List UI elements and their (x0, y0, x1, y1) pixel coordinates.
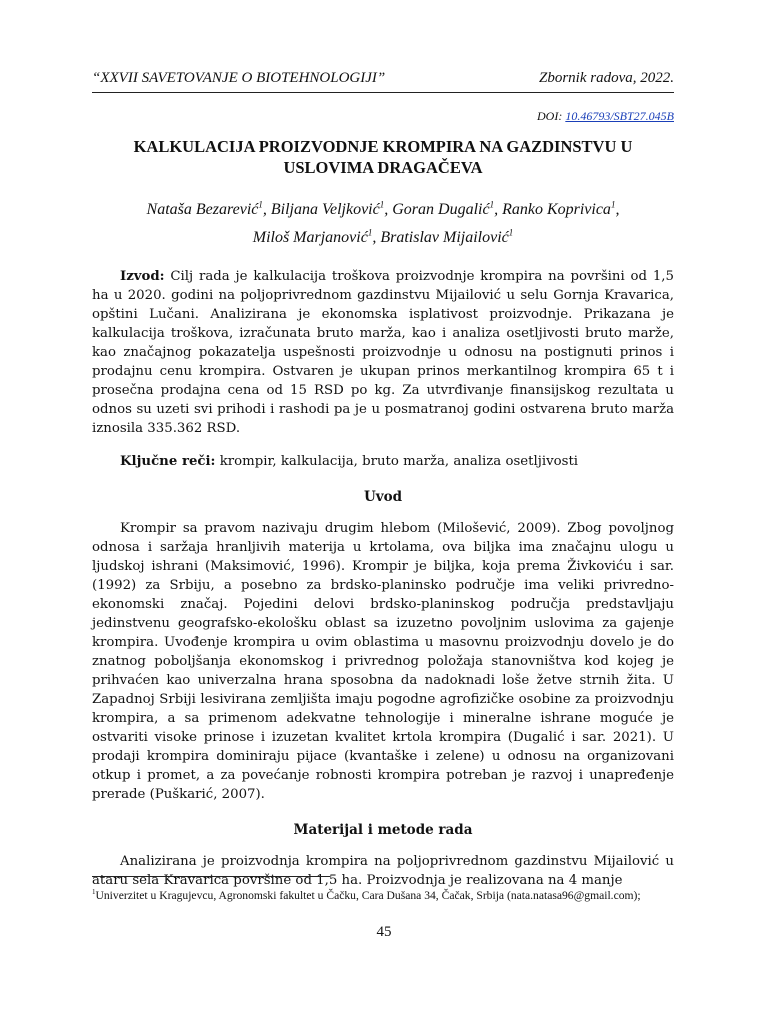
keywords-text: krompir, kalkulacija, bruto marža, analiza osetljivosti (215, 453, 579, 469)
author: Nataša Bezarević$^1$, (146, 200, 271, 219)
section-heading-intro: Uvod (363, 488, 403, 505)
author: Biljana Veljković$^1$, (270, 200, 393, 219)
author-list (92, 194, 674, 249)
keywords-label: Ključne reči: (120, 453, 216, 469)
abstract-label: Izvod: (120, 268, 165, 284)
author: Goran Dugalić$^1$, (392, 200, 503, 219)
author: Ranko Koprivica$^1$, (502, 200, 620, 219)
author: Miloš Marjanović$^1$, (252, 227, 381, 246)
footnote (92, 884, 674, 904)
abstract-text: Cilj rada je kalkulacija troškova proizvodnje krompira na površini od 1,5 ha u 2020. godini na poljoprivrednom gazdinstvu Mijailović u selu Gornja Kravarica, opštini Lučani. Analizirana je ekonomska isplativost proizvodnje. Prikazana je kalkulacija troškova, izračunata bruto marža, kao i analiza osetljivosti bruto marže, kao značajnog pokazatelja uspešnosti proizvodnje u odnosu na postignuti prinos i prodajnu cenu krompira. Ostvaren je ukupan prinos merkantilnog krompira 65 t i prosečna prodajna cena od 15 RSD po kg. Za utvrđivanje finansijskog rezultata u odnos su uzeti svi prihodi i rashodi pa je u posmatranoj godini ostvarena bruto marža iznosila 335.362 RSD. (92, 268, 674, 436)
page-number: 45 (376, 924, 392, 940)
abstract (92, 267, 674, 438)
footnote-divider (92, 876, 330, 877)
proceedings-label: Zbornik radova, 2022. (539, 70, 674, 86)
paper-title: KALKULACIJA PROIZVODNJE KROMPIRA NA GAZDINSTVU U USLOVIMA DRAGAČEVA (133, 137, 633, 177)
doi-link[interactable]: 10.46793/SBT27.045B (565, 109, 674, 123)
page (92, 70, 674, 890)
keywords (92, 452, 674, 471)
doi-line (92, 109, 674, 124)
conference-title: “XXVII SAVETOVANJE O BIOTEHNOLOGIJI” (92, 70, 386, 86)
section-heading-methods: Materijal i metode rada (293, 821, 473, 838)
methods-paragraph: Analizirana je proizvodnja krompira na poljoprivrednom gazdinstvu Mijailović u ataru sela Kravarica površine od 1,5 ha. Proizvodnja je realizovana na 4 manje (92, 853, 674, 888)
footnote-mark: 1 (92, 888, 96, 896)
doi-label: DOI: (537, 109, 566, 123)
footnote-text: Univerzitet u Kragujevcu, Agronomski fakultet u Čačku, Cara Dušana 34, Čačak, Srbija (nata.natasa96@gmail.com); (95, 888, 641, 902)
intro-paragraph: Krompir sa pravom nazivaju drugim hlebom (Milošević, 2009). Zbog povoljnog odnosa i saržaja hranljivih materija u krtolama, ova biljka ima značajnu ulogu u ljudskoj ishrani (Maksimović, 1996). Krompir je biljka, koja prema Živkoviću i sar. (1992) za Srbiju, a posebno za brdsko-planinsko područje ima veliki privredno-ekonomski značaj. Pojedini delovi brdsko-planinskog područja predstavljaju jedinstvenu geografsko-ekološku oblast sa izuzetno povoljnim uslovima za gajenje krompira. Uvođenje krompira u ovim oblastima u masovnu proizvodnju dovelo je do znatnog poboljšanja ekonomskog i privrednog položaja stanovništva kod kojeg je prihvaćen kao univerzalna hrana sposobna da nadoknadi loše žetve strnih žita. U Zapadnoj Srbiji lesivirana zemljišta imaju pogodne agrofizičke osobine za proizvodnju krompira, a sa primenom adekvatne tehnologije i mineralne ishrane moguće je ostvariti visoke prinose i izuzetan kvalitet krtola krompira (Dugalić i sar. 2021). U prodaji krompira dominiraju pijace (kvantaške i zelene) u odnosu na organizovani otkup i promet, a za povećanje robnosti krompira potreban je razvoj i unapređenje prerade (Puškarić, 2007). (92, 520, 674, 802)
running-header (92, 70, 674, 93)
author: Bratislav Mijailović$^1$ (380, 227, 514, 246)
